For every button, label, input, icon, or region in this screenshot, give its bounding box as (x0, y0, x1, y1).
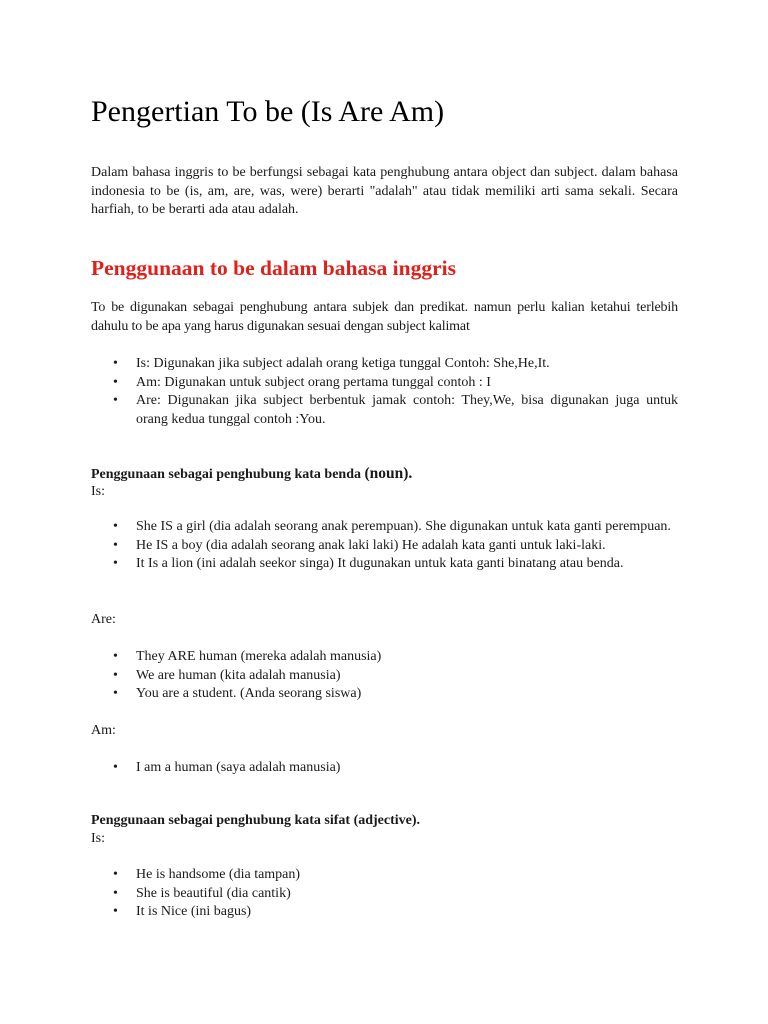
list-item: • You are a student. (Anda seorang siswa) (91, 685, 678, 704)
list-item: • I am a human (saya adalah manusia) (91, 759, 678, 778)
bullet-icon: • (113, 867, 118, 882)
list-item: • He IS a boy (dia adalah seorang anak laki laki) He adalah kata ganti untuk laki-laki. (91, 537, 678, 556)
bullet-icon: • (113, 686, 118, 701)
list-item: • Am: Digunakan untuk subject orang pertama tunggal contoh : I (91, 374, 678, 393)
adjective-section-heading: Penggunaan sebagai penghubung kata sifat (adjective). (91, 813, 421, 828)
noun-are-label: Are: (91, 612, 116, 627)
bullet-icon: • (113, 904, 118, 919)
adjective-is-list (91, 866, 678, 922)
noun-is-label: Is: (91, 484, 105, 499)
list-item: • She is beautiful (dia cantik) (91, 885, 678, 904)
bullet-icon: • (113, 667, 118, 683)
page-title: Pengertian To be (Is Are Am) (91, 95, 445, 128)
bullet-icon: • (113, 393, 118, 408)
list-item: • They ARE human (mereka adalah manusia) (91, 648, 678, 667)
list-item: • We are human (kita adalah manusia) (91, 667, 678, 686)
bullet-icon: • (113, 356, 118, 371)
bullet-icon: • (113, 760, 118, 775)
bullet-icon: • (113, 885, 118, 901)
noun-is-list (91, 518, 678, 574)
bullet-icon: • (113, 374, 118, 390)
intro-paragraph: Dalam bahasa inggris to be berfungsi sebagai kata penghubung antara object dan subject. dalam bahasa indonesia to be (is, am, are, was, were) berarti "adalah" atau tidak memiliki arti sama sekali. Secara harfiah, to be berarti ada atau adalah. (91, 165, 678, 217)
list-item: • Is: Digunakan jika subject adalah orang ketiga tunggal Contoh: She,He,It. (91, 355, 678, 374)
list-item: • He is handsome (dia tampan) (91, 866, 678, 885)
list-item: • It is Nice (ini bagus) (91, 903, 678, 922)
adjective-is-label: Is: (91, 831, 105, 846)
list-item: • It Is a lion (ini adalah seekor singa) It dugunakan untuk kata ganti binatang atau benda. (91, 555, 678, 574)
bullet-icon: • (113, 649, 118, 664)
noun-am-label: Am: (91, 723, 116, 738)
bullet-icon: • (113, 519, 118, 534)
bullet-icon: • (113, 537, 118, 553)
bullet-icon: • (113, 556, 118, 571)
noun-am-list (91, 759, 678, 778)
noun-are-list (91, 648, 678, 704)
section-heading: Penggunaan to be dalam bahasa inggris (91, 256, 456, 280)
list-item: • Are: Digunakan jika subject berbentuk jamak contoh: They,We, bisa digunakan juga untuk orang kedua tunggal contoh :You. (113, 393, 678, 427)
section-intro-paragraph: To be digunakan sebagai penghubung antara subjek dan predikat. namun perlu kalian ketahui terlebih dahulu to be apa yang harus digunakan sesuai dengan subject kalimat (91, 300, 678, 334)
noun-section-heading: Penggunaan sebagai penghubung kata benda (noun). (91, 465, 413, 482)
list-item: • She IS a girl (dia adalah seorang anak perempuan). She digunakan untuk kata ganti perempuan. (91, 518, 678, 537)
usage-list (91, 355, 678, 429)
